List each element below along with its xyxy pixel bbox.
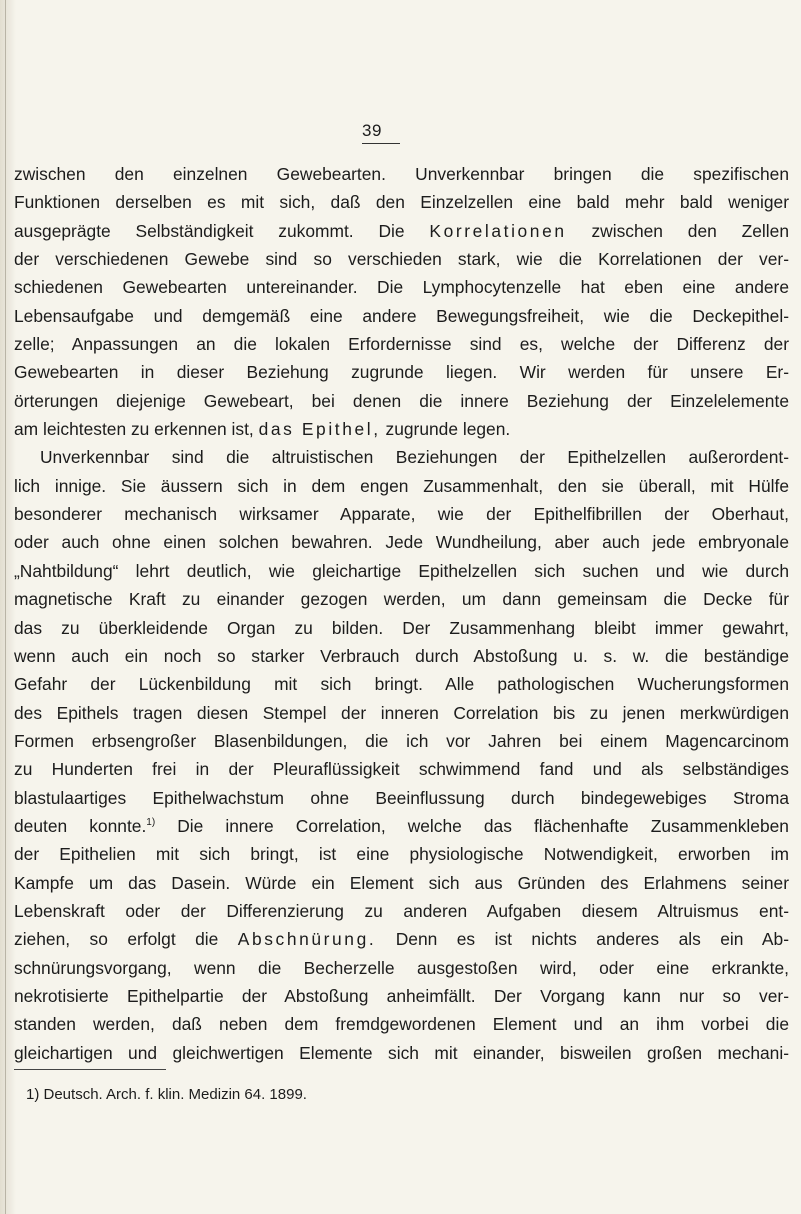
- text-run: ziehen, so erfolgt die: [14, 929, 219, 950]
- text-line: gleichartigen und gleichwertigen Elemente sich mit einander, bisweilen großen mechani-: [14, 1042, 789, 1063]
- page-number: 39: [362, 121, 382, 140]
- text-run: zugrunde legen.: [385, 419, 511, 440]
- text-line: lich innige. Sie äussern sich in dem engen Zusammenhalt, den sie überall, mit Hülfe: [14, 475, 789, 496]
- text-run: Denn es ist nichts anderes als ein Ab-: [395, 929, 789, 950]
- text-line: zwischen den einzelnen Gewebearten. Unverkennbar bringen die spezifischen: [14, 164, 789, 184]
- gutter-edge-line: [5, 0, 6, 1214]
- text-line: Funktionen derselben es mit sich, daß den Einzelzellen eine bald mehr bald weniger: [14, 192, 789, 213]
- text-line: nekrotisierte Epithelpartie der Abstoßung anheimfällt. Der Vorgang kann nur so ver-: [14, 985, 789, 1006]
- text-line: der verschiedenen Gewebe sind so verschieden stark, wie die Korrelationen der ver-: [14, 249, 789, 270]
- text-line: schiedenen Gewebearten untereinander. Die Lymphocytenzelle hat eben eine andere: [14, 277, 789, 298]
- text-line: Gefahr der Lückenbildung mit sich bringt. Alle pathologischen Wucherungsformen: [14, 674, 789, 695]
- footnote-separator: [14, 1069, 166, 1070]
- text-line: wenn auch ein noch so starker Verbrauch durch Abstoßung u. s. w. die beständige: [14, 645, 789, 666]
- spaced-term: Abschnürung.: [237, 929, 377, 950]
- text-line: Formen erbsengroßer Blasenbildungen, die ich vor Jahren bei einem Magencarcinom: [14, 730, 789, 751]
- text-run: zwischen den Zellen: [591, 220, 789, 241]
- footnote: 1) Deutsch. Arch. f. klin. Medizin 64. 1899.: [26, 1086, 307, 1103]
- text-line: Gewebearten in dieser Beziehung zugrunde liegen. Wir werden für unsere Er-: [14, 362, 789, 383]
- text-line: schnürungsvorgang, wenn die Becherzelle ausgestoßen wird, oder eine erkrankte,: [14, 957, 789, 978]
- text-line: magnetische Kraft zu einander gezogen werden, um dann gemeinsam die Decke für: [14, 589, 789, 610]
- text-line: Lebenskraft oder der Differenzierung zu anderen Aufgaben diesem Altruismus ent-: [14, 900, 789, 921]
- spaced-term: Korrelationen: [429, 220, 567, 241]
- body-text: [14, 160, 789, 1067]
- text-line: besonderer mechanisch wirksamer Apparate, wie der Epithelfibrillen der Oberhaut,: [14, 504, 789, 525]
- text-line: blastulaartiges Epithelwachstum ohne Beeinflussung durch bindegewebiges Stroma: [14, 787, 789, 808]
- text-line: zu Hunderten frei in der Pleuraflüssigkeit schwimmend fand und als selbständiges: [14, 759, 789, 780]
- text-line: das zu überkleidende Organ zu bilden. Der Zusammenhang bleibt immer gewahrt,: [14, 617, 789, 638]
- text-line: [14, 812, 789, 840]
- text-line: [14, 925, 789, 953]
- text-line: des Epithels tragen diesen Stempel der inneren Correlation bis zu jenen merkwürdigen: [14, 702, 789, 723]
- text-line: örterungen diejenige Gewebeart, bei denen die innere Beziehung der Einzelelemente: [14, 390, 789, 411]
- spaced-term: das Epithel,: [258, 419, 381, 440]
- text-line: zelle; Anpassungen an die lokalen Erfordernisse sind es, welche der Differenz der: [14, 334, 789, 355]
- text-line: [14, 415, 789, 443]
- text-run: Die innere Correlation, welche das flächenhafte Zusammenkleben: [177, 815, 789, 836]
- page-number-underline: [362, 143, 400, 144]
- text-line: standen werden, daß neben dem fremdgewordenen Element und an ihm vorbei die: [14, 1014, 789, 1035]
- text-line: [14, 217, 789, 245]
- paragraph-start-line: Unverkennbar sind die altruistischen Beziehungen der Epithelzellen außerordent-: [40, 447, 789, 468]
- text-line: Lebensaufgabe und demgemäß eine andere Bewegungsfreiheit, wie die Deckepithel-: [14, 305, 789, 326]
- text-run: am leichtesten zu erkennen ist,: [14, 419, 254, 440]
- text-line: Kampfe um das Dasein. Würde ein Element sich aus Gründen des Erlahmens seiner: [14, 872, 789, 893]
- text-line: oder auch ohne einen solchen bewahren. Jede Wundheilung, aber auch jede embryonale: [14, 532, 789, 553]
- text-line: „Nahtbildung“ lehrt deutlich, wie gleichartige Epithelzellen sich suchen und wie durch: [14, 560, 789, 581]
- text-run: ausgeprägte Selbständigkeit zukommt. Die: [14, 220, 405, 241]
- text-line: der Epithelien mit sich bringt, ist eine physiologische Notwendigkeit, erworben im: [14, 844, 789, 865]
- text-run: deuten konnte.: [14, 815, 147, 836]
- footnote-marker: 1): [146, 816, 156, 828]
